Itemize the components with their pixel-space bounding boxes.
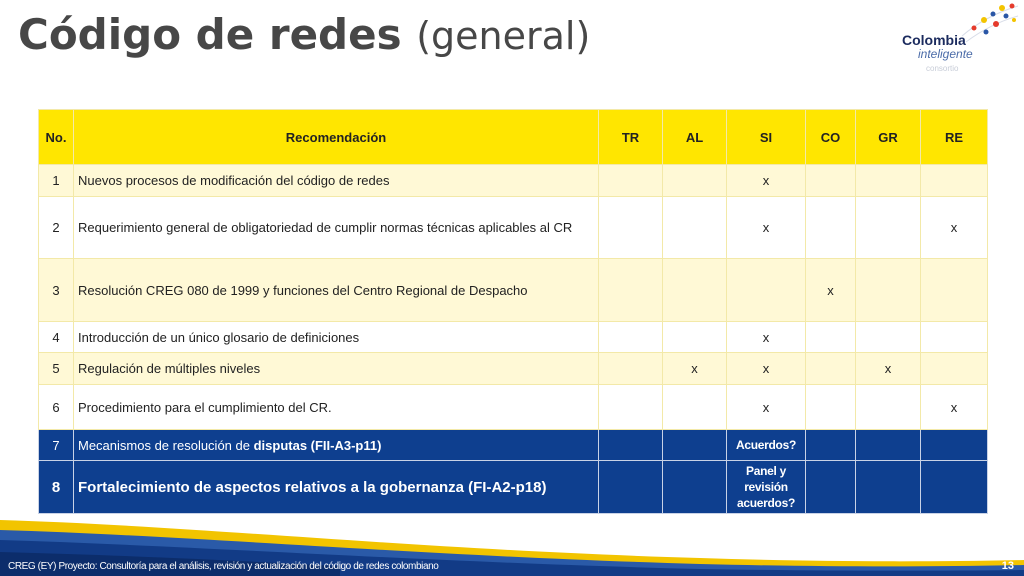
cell-si: x [727,197,806,259]
page-number: 13 [1001,560,1014,572]
row-number: 7 [39,430,74,461]
slide-title-main: Código de redes [18,10,402,59]
cell-gr [856,430,921,461]
cell-tr [599,353,663,385]
cell-gr [856,322,921,353]
cell-tr [599,430,663,461]
table-row [39,385,988,430]
row-number: 6 [39,385,74,430]
cell-si: x [727,353,806,385]
slide-title-sub: (general) [416,14,591,58]
recommendations-table [38,109,988,514]
logo-name: Colombia [902,32,966,48]
cell-re [921,430,988,461]
cell-co: x [806,259,856,322]
cell-co [806,197,856,259]
cell-co [806,322,856,353]
header-co: CO [806,110,856,165]
cell-re [921,165,988,197]
slide-title [18,6,590,65]
cell-si: Panel y revisión acuerdos? [727,461,806,514]
header-gr: GR [856,110,921,165]
logo-dots-icon [960,2,1020,44]
table-row [39,322,988,353]
cell-gr [856,385,921,430]
row-recommendation: Resolución CREG 080 de 1999 y funciones del Centro Regional de Despacho [74,259,599,322]
table-row-highlighted [39,430,988,461]
logo-sub: inteligente [918,47,973,61]
cell-al [663,385,727,430]
row-number: 5 [39,353,74,385]
row-recommendation: Nuevos procesos de modificación del código de redes [74,165,599,197]
cell-gr [856,259,921,322]
cell-al [663,259,727,322]
cell-si: Acuerdos? [727,430,806,461]
row-number: 4 [39,322,74,353]
row-recommendation: Regulación de múltiples niveles [74,353,599,385]
cell-si: x [727,165,806,197]
cell-al: x [663,353,727,385]
cell-si [727,259,806,322]
logo-tagline: consortio [926,64,959,73]
header-no: No. [39,110,74,165]
table-header-row [39,110,988,165]
table-row [39,353,988,385]
table-row [39,197,988,259]
cell-gr: x [856,353,921,385]
colombia-inteligente-logo [880,0,1024,80]
header-al: AL [663,110,727,165]
row-recommendation: Procedimiento para el cumplimiento del CR. [74,385,599,430]
header-re: RE [921,110,988,165]
row-recommendation-prefix: Mecanismos de resolución de [78,437,254,453]
cell-co [806,430,856,461]
cell-tr [599,165,663,197]
row-recommendation-bold: disputas (FII-A3-p11) [253,437,382,453]
footer-project-text: CREG (EY) Proyecto: Consultoría para el análisis, revisión y actualización del código de redes colombiano [8,561,439,572]
table-row [39,165,988,197]
row-number: 3 [39,259,74,322]
row-number: 2 [39,197,74,259]
table-row [39,259,988,322]
cell-re [921,322,988,353]
row-recommendation: Fortalecimiento de aspectos relativos a la gobernanza (FI-A2-p18) [74,461,599,514]
cell-re: x [921,385,988,430]
row-recommendation: Requerimiento general de obligatoriedad de cumplir normas técnicas aplicables al CR [74,197,599,259]
header-recomendacion: Recomendación [74,110,599,165]
cell-tr [599,197,663,259]
cell-re [921,353,988,385]
cell-al [663,197,727,259]
cell-re [921,259,988,322]
cell-tr [599,385,663,430]
row-recommendation [74,430,599,461]
cell-co [806,165,856,197]
cell-si: x [727,322,806,353]
cell-al [663,165,727,197]
cell-re: x [921,197,988,259]
cell-co [806,385,856,430]
cell-al [663,430,727,461]
header-si: SI [727,110,806,165]
cell-tr [599,259,663,322]
row-number: 1 [39,165,74,197]
row-recommendation: Introducción de un único glosario de definiciones [74,322,599,353]
cell-tr [599,322,663,353]
cell-gr [856,197,921,259]
cell-gr [856,165,921,197]
header-tr: TR [599,110,663,165]
row-number: 8 [39,461,74,514]
cell-si: x [727,385,806,430]
cell-al [663,322,727,353]
cell-co [806,353,856,385]
